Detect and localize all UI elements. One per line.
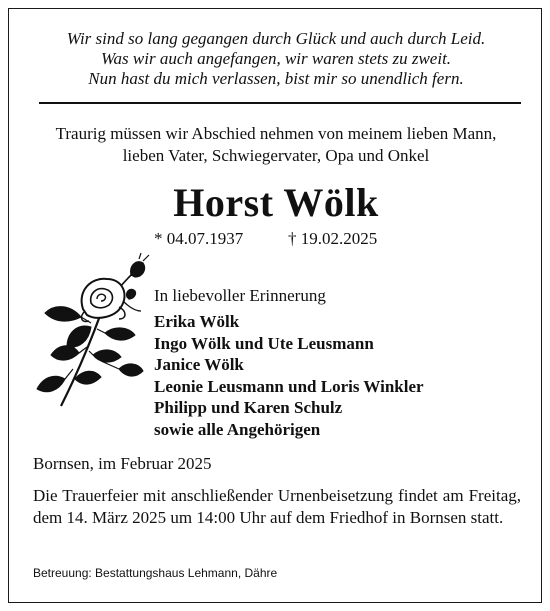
memory-heading: In liebevoller Erinnerung bbox=[154, 286, 326, 305]
rose-icon bbox=[31, 251, 161, 411]
poem bbox=[9, 29, 543, 89]
poem-line: Was wir auch angefangen, wir waren stets zu zweit. bbox=[100, 49, 452, 68]
intro-text bbox=[9, 123, 543, 167]
death-date: † 19.02.2025 bbox=[288, 229, 378, 248]
funeral-notice: Die Trauerfeier mit anschließender Urnenbeisetzung findet am Freitag, dem 14. März 2025 um 14:00 Uhr auf dem Friedhof in Bornsen statt. bbox=[33, 486, 521, 527]
poem-line: Wir sind so lang gegangen durch Glück und auch durch Leid. bbox=[66, 29, 486, 48]
mourner-name: Erika Wölk bbox=[154, 312, 240, 331]
mourners-list bbox=[154, 311, 424, 440]
mourner-name: Janice Wölk bbox=[154, 355, 244, 374]
place-date: Bornsen, im Februar 2025 bbox=[33, 454, 212, 473]
mourner-name: Leonie Leusmann und Loris Winkler bbox=[154, 376, 424, 396]
birth-date: * 04.07.1937 bbox=[154, 229, 244, 248]
poem-line: Nun hast du mich verlassen, bist mir so unendlich fern. bbox=[88, 69, 464, 88]
undertaker-credit: Betreuung: Bestattungshaus Lehmann, Dähre bbox=[33, 566, 278, 580]
mourner-name: Ingo Wölk und Ute Leusmann bbox=[154, 333, 374, 353]
obituary-notice bbox=[8, 8, 542, 603]
intro-line: Traurig müssen wir Abschied nehmen von meinem lieben Mann, bbox=[55, 124, 497, 143]
mourner-name: sowie alle Angehörigen bbox=[154, 419, 321, 439]
intro-line: lieben Vater, Schwiegervater, Opa und Onkel bbox=[122, 146, 430, 165]
mourner-name: Philipp und Karen Schulz bbox=[154, 398, 343, 417]
divider bbox=[39, 102, 521, 104]
deceased-name: Horst Wölk bbox=[173, 180, 379, 225]
